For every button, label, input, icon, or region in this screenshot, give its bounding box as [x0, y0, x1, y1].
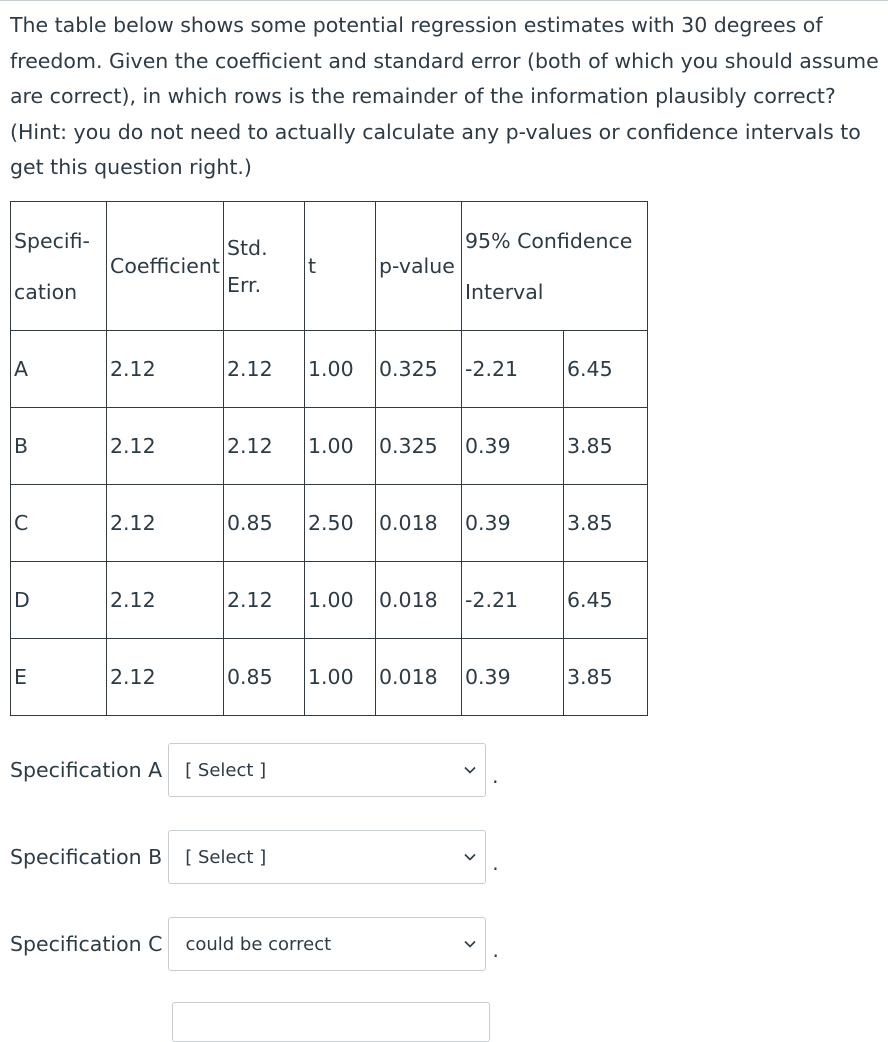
select-value: could be correct	[185, 933, 332, 955]
cell-coef: 2.12	[107, 485, 224, 562]
chevron-down-icon	[463, 937, 477, 951]
estimates-table	[10, 201, 648, 716]
cell-spec: D	[11, 562, 107, 639]
header-coefficient: Coefficient	[107, 202, 224, 331]
table-row	[11, 639, 648, 716]
cell-t: 1.00	[305, 639, 376, 716]
cell-se: 2.12	[224, 331, 305, 408]
cell-se: 0.85	[224, 485, 305, 562]
cell-ci-upper: 3.85	[564, 639, 648, 716]
cell-spec: C	[11, 485, 107, 562]
cell-ci-lower: 0.39	[462, 639, 564, 716]
cell-coef: 2.12	[107, 408, 224, 485]
cell-se: 0.85	[224, 639, 305, 716]
header-confidence-interval	[462, 202, 648, 331]
cell-t: 1.00	[305, 408, 376, 485]
cell-ci-upper: 3.85	[564, 485, 648, 562]
header-specification	[11, 202, 107, 331]
cell-p: 0.325	[376, 331, 462, 408]
cell-p: 0.018	[376, 485, 462, 562]
select-value: [ Select ]	[185, 759, 267, 781]
table-header-row	[11, 202, 648, 331]
table-row	[11, 562, 648, 639]
cell-ci-lower: -2.21	[462, 562, 564, 639]
header-t: t	[305, 202, 376, 331]
answer-end-b: .	[492, 851, 499, 875]
answer-end-c: .	[492, 938, 499, 962]
answer-row-b	[10, 829, 499, 885]
cell-t: 1.00	[305, 562, 376, 639]
chevron-down-icon	[463, 763, 477, 777]
specification-a-select[interactable]	[168, 743, 486, 797]
cell-p: 0.018	[376, 562, 462, 639]
header-ci-line2: Interval	[465, 279, 544, 304]
specification-d-select[interactable]	[172, 1002, 490, 1042]
cell-t: 2.50	[305, 485, 376, 562]
cell-se: 2.12	[224, 562, 305, 639]
header-std-err	[224, 202, 305, 331]
answer-row-c	[10, 916, 499, 972]
cell-p: 0.018	[376, 639, 462, 716]
header-spec-line2: cation	[14, 279, 78, 304]
cell-se: 2.12	[224, 408, 305, 485]
cell-coef: 2.12	[107, 639, 224, 716]
cell-ci-lower: -2.21	[462, 331, 564, 408]
cell-ci-upper: 6.45	[564, 562, 648, 639]
chevron-down-icon	[463, 850, 477, 864]
header-p-value: p-value	[376, 202, 462, 331]
specification-c-select[interactable]	[168, 917, 486, 971]
answer-label-c: Specification C	[10, 932, 163, 956]
header-spec-line1: Specifi-	[14, 228, 90, 253]
cell-t: 1.00	[305, 331, 376, 408]
cell-ci-lower: 0.39	[462, 485, 564, 562]
cell-spec: E	[11, 639, 107, 716]
table-row	[11, 485, 648, 562]
cell-ci-upper: 3.85	[564, 408, 648, 485]
answer-row-a	[10, 742, 499, 798]
select-value: [ Select ]	[185, 846, 267, 868]
answer-end-a: .	[492, 764, 499, 788]
cell-spec: B	[11, 408, 107, 485]
cell-spec: A	[11, 331, 107, 408]
header-ci-line1: 95% Confidence	[465, 228, 633, 253]
header-se-line2: Err.	[227, 272, 262, 297]
cell-coef: 2.12	[107, 562, 224, 639]
cell-p: 0.325	[376, 408, 462, 485]
cell-coef: 2.12	[107, 331, 224, 408]
cell-ci-lower: 0.39	[462, 408, 564, 485]
header-se-line1: Std.	[227, 235, 268, 260]
table-row	[11, 408, 648, 485]
question-text: The table below shows some potential regression estimates with 30 degrees of freedom. Given the coefficient and standard error (both of which you should assume are correct), in which rows is the remainder of the information plausibly correct? (Hint: you do not need to actually calculate any p-values or confidence intervals to get this question right.)	[10, 13, 879, 179]
answer-label-a: Specification A	[10, 758, 163, 782]
answer-label-b: Specification B	[10, 845, 163, 869]
top-divider	[0, 0, 888, 1]
cell-ci-upper: 6.45	[564, 331, 648, 408]
specification-b-select[interactable]	[168, 830, 486, 884]
table-row	[11, 331, 648, 408]
